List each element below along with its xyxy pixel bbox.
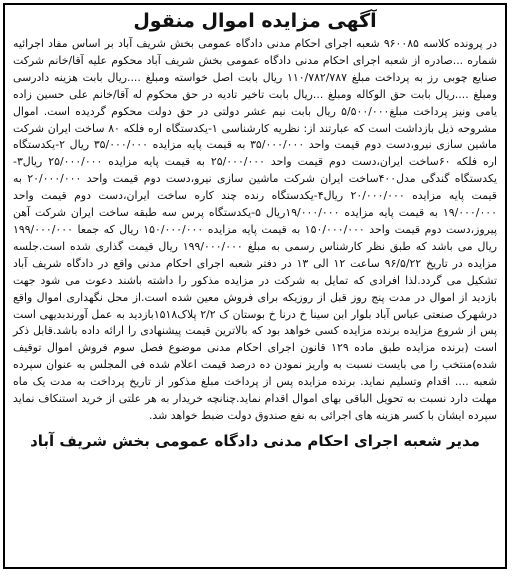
notice-body: در پرونده کلاسه ۹۶۰۰۸۵ شعبه اجرای احکام مدنی دادگاه عمومی بخش شریف آباد بر اساس مفاد اجرائیه شماره ...صادره از شعبه اجرای احکام مدنی دادگاه عمومی بخش شریف آباد محکوم علیه آقا/خانم شرکت صنایع چوبی رز به پرداخت مبلغ ۱۱۰/۷۸۲/۷۸۷ ریال بابت اصل خواسته ومبلغ ....ریال بابت هزینه دادرسی ومبلغ ....ریال بابت حق الوکاله ومبلغ ...ریال بابت تاخیر تادیه در حق محکوم له آقا/خانم علی حسین زاده یامی ونیز پرداخت مبلغ۵/۵۰۰/۰۰۰ ریال بابت نیم عشر دولتی در حق دولت محکوم گردیده است. اموال مشروحه ذیل بازداشت است که عبارتند از: نظریه کارشناسی ۱-یکدستگاه اره فلکه ۸۰ ساخت ایران شرکت ماشین سازی نیرو،دست دوم قیمت واحد ۳۵/۰۰۰/۰۰۰ به قیمت پایه مزایده ۳۵/۰۰۰/۰۰۰ ریال ۲-یکدستگاه اره فلکه ۶۰ساخت ایران،دست دوم قیمت واحد ۲۵/۰۰۰/۰۰۰ به قیمت پایه مزایده ۲۵/۰۰۰/۰۰۰ ریال۳-یکدستگاه گندگی مدل۴۰۰ساخت ایران شرکت ماشین سازی نیرو،دست دوم قیمت واحد ۲۰/۰۰۰/۰۰۰ به قیمت پایه مزایده ۲۰/۰۰۰/۰۰۰ ریال۴-یکدستگاه رنده چند کاره ساخت ایران،دست دوم قیمت واحد ۱۹/۰۰۰/۰۰۰ به قیمت پایه مزایده ۱۹/۰۰۰/۰۰۰ریال ۵-یکدستگاه پرس سه طبقه ساخت ایران شرکت آهن پیروز،دست دوم قیمت واحد ۱۵۰/۰۰۰/۰۰۰ به قیمت پایه مزایده ۱۵۰/۰۰۰/۰۰۰ ریال که جمعا ۱۹۹/۰۰۰/۰۰۰ ریال می باشد که طبق نظر کارشناس رسمی به مبلغ ۱۹۹/۰۰۰/۰۰۰ ریال قیمت گذاری شده است.جلسه مزایده در تاریخ ۹۶/۵/۲۲ ساعت ۱۲ الی ۱۳ در دفتر شعبه اجرای احکام مدنی واقع در دادگاه شریف آباد تشکیل می گردد.لذا افرادی که تمایل به شرکت در مزایده مذکور را داشته باشند دعوت می شود جهت بازدید از اموال در مدت پنج روز قبل از روزیکه برای فروش معین شده است.از محل نگهداری اموال واقع درشهرک صنعتی عباس آباد بلوار ابن سینا خ درنا خ بوستان ک ۲/۲ پلاک۱۵۱۸بازدید به عمل آورندبدیهی است پس از شروع مزایده برنده مزایده کسی خواهد بود که بالاترین قیمت پیشنهادی را ارائه داده باشد.قابل ذکر است (برنده مزایده طبق ماده ۱۲۹ قانون اجرای احکام مدنی موضوع فصل سوم فروش اموال توقیف شده)منتخب را می بایست نسبت به واریز نمودن ده درصد قیمت اعلام شده فی المجلس به عنوان سپرده شعبه .... اقدام وتسلیم نماید. برنده مزایده پس از پرداخت مبلغ مذکور از تاریخ پرداخت به مدت یک ماه مهلت دارد نسبت به تحویل الباقی بهای اموال اقدام نماید.چنانچه خریدار به هر علتی از خرید استنکاف نماید سپرده ایشان با کسر هزینه های اجرائی به نفع صندوق دولت ضبط خواهد شد. <box>13 37 498 422</box>
notice-signature: مدیر شعبه اجرای احکام مدنی دادگاه عمومی بخش شریف آباد <box>30 431 480 450</box>
notice-title: آگهی مزایده اموال منقول <box>133 10 377 32</box>
auction-notice <box>3 3 507 569</box>
